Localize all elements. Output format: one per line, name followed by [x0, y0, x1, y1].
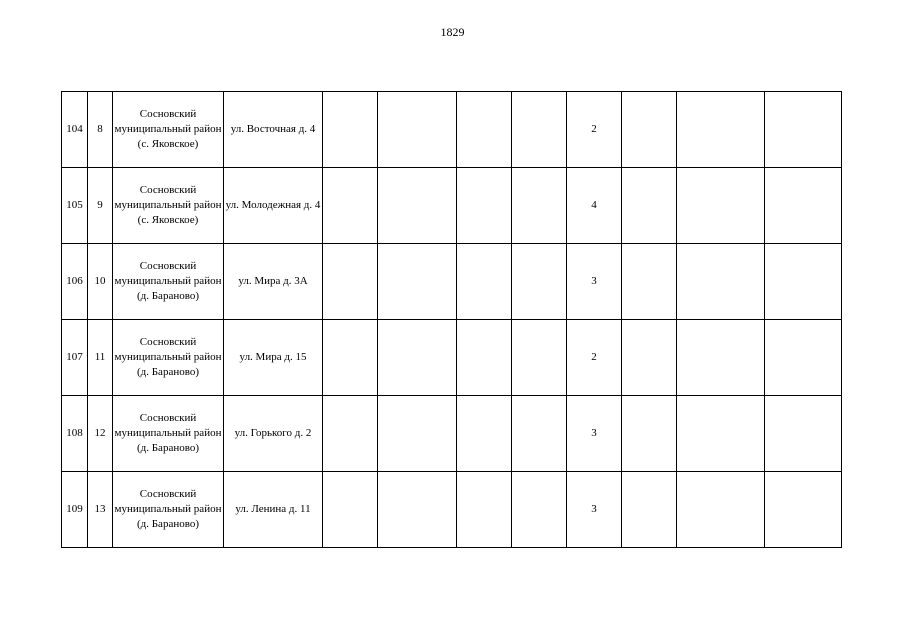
empty-cell	[378, 396, 457, 472]
empty-cell	[378, 320, 457, 396]
address-cell: ул. Мира д. 15	[224, 320, 323, 396]
table-row	[62, 244, 842, 320]
address-cell: ул. Мира д. 3А	[224, 244, 323, 320]
empty-cell	[323, 472, 378, 548]
row-number-cell: 105	[62, 168, 88, 244]
sub-number-cell: 11	[88, 320, 113, 396]
count-cell: 3	[567, 472, 622, 548]
empty-cell	[512, 472, 567, 548]
count-cell: 3	[567, 244, 622, 320]
row-number-cell: 107	[62, 320, 88, 396]
district-cell: Сосновский муниципальный район (д. Бараново)	[113, 396, 224, 472]
empty-cell	[765, 92, 842, 168]
empty-cell	[323, 168, 378, 244]
empty-cell	[378, 244, 457, 320]
sub-number-cell: 10	[88, 244, 113, 320]
empty-cell	[677, 320, 765, 396]
empty-cell	[457, 168, 512, 244]
district-cell: Сосновский муниципальный район (д. Бараново)	[113, 472, 224, 548]
count-cell: 2	[567, 92, 622, 168]
count-cell: 2	[567, 320, 622, 396]
table-row	[62, 320, 842, 396]
empty-cell	[677, 472, 765, 548]
empty-cell	[323, 244, 378, 320]
empty-cell	[677, 168, 765, 244]
row-number-cell: 104	[62, 92, 88, 168]
table-row	[62, 168, 842, 244]
district-cell: Сосновский муниципальный район (д. Бараново)	[113, 320, 224, 396]
empty-cell	[378, 168, 457, 244]
count-cell: 4	[567, 168, 622, 244]
sub-number-cell: 13	[88, 472, 113, 548]
empty-cell	[457, 472, 512, 548]
address-cell: ул. Ленина д. 11	[224, 472, 323, 548]
district-cell: Сосновский муниципальный район (с. Яковское)	[113, 168, 224, 244]
empty-cell	[622, 320, 677, 396]
sub-number-cell: 8	[88, 92, 113, 168]
empty-cell	[622, 92, 677, 168]
empty-cell	[622, 244, 677, 320]
empty-cell	[512, 168, 567, 244]
empty-cell	[512, 320, 567, 396]
count-cell: 3	[567, 396, 622, 472]
empty-cell	[622, 472, 677, 548]
table-row	[62, 396, 842, 472]
address-cell: ул. Восточная д. 4	[224, 92, 323, 168]
table-row	[62, 472, 842, 548]
empty-cell	[622, 168, 677, 244]
row-number-cell: 106	[62, 244, 88, 320]
address-cell: ул. Горького д. 2	[224, 396, 323, 472]
empty-cell	[512, 92, 567, 168]
table-row	[62, 92, 842, 168]
sub-number-cell: 12	[88, 396, 113, 472]
empty-cell	[622, 396, 677, 472]
sub-number-cell: 9	[88, 168, 113, 244]
empty-cell	[378, 472, 457, 548]
empty-cell	[765, 472, 842, 548]
empty-cell	[457, 244, 512, 320]
empty-cell	[512, 244, 567, 320]
empty-cell	[677, 244, 765, 320]
empty-cell	[457, 320, 512, 396]
empty-cell	[765, 320, 842, 396]
empty-cell	[765, 396, 842, 472]
empty-cell	[378, 92, 457, 168]
district-cell: Сосновский муниципальный район (с. Яковское)	[113, 92, 224, 168]
empty-cell	[677, 396, 765, 472]
empty-cell	[323, 320, 378, 396]
row-number-cell: 109	[62, 472, 88, 548]
page-number: 1829	[440, 25, 465, 39]
empty-cell	[512, 396, 567, 472]
empty-cell	[765, 168, 842, 244]
empty-cell	[457, 92, 512, 168]
district-cell: Сосновский муниципальный район (д. Бараново)	[113, 244, 224, 320]
empty-cell	[457, 396, 512, 472]
empty-cell	[323, 396, 378, 472]
address-cell: ул. Молодежная д. 4	[224, 168, 323, 244]
empty-cell	[765, 244, 842, 320]
empty-cell	[323, 92, 378, 168]
housing-register-table	[61, 91, 842, 548]
empty-cell	[677, 92, 765, 168]
row-number-cell: 108	[62, 396, 88, 472]
